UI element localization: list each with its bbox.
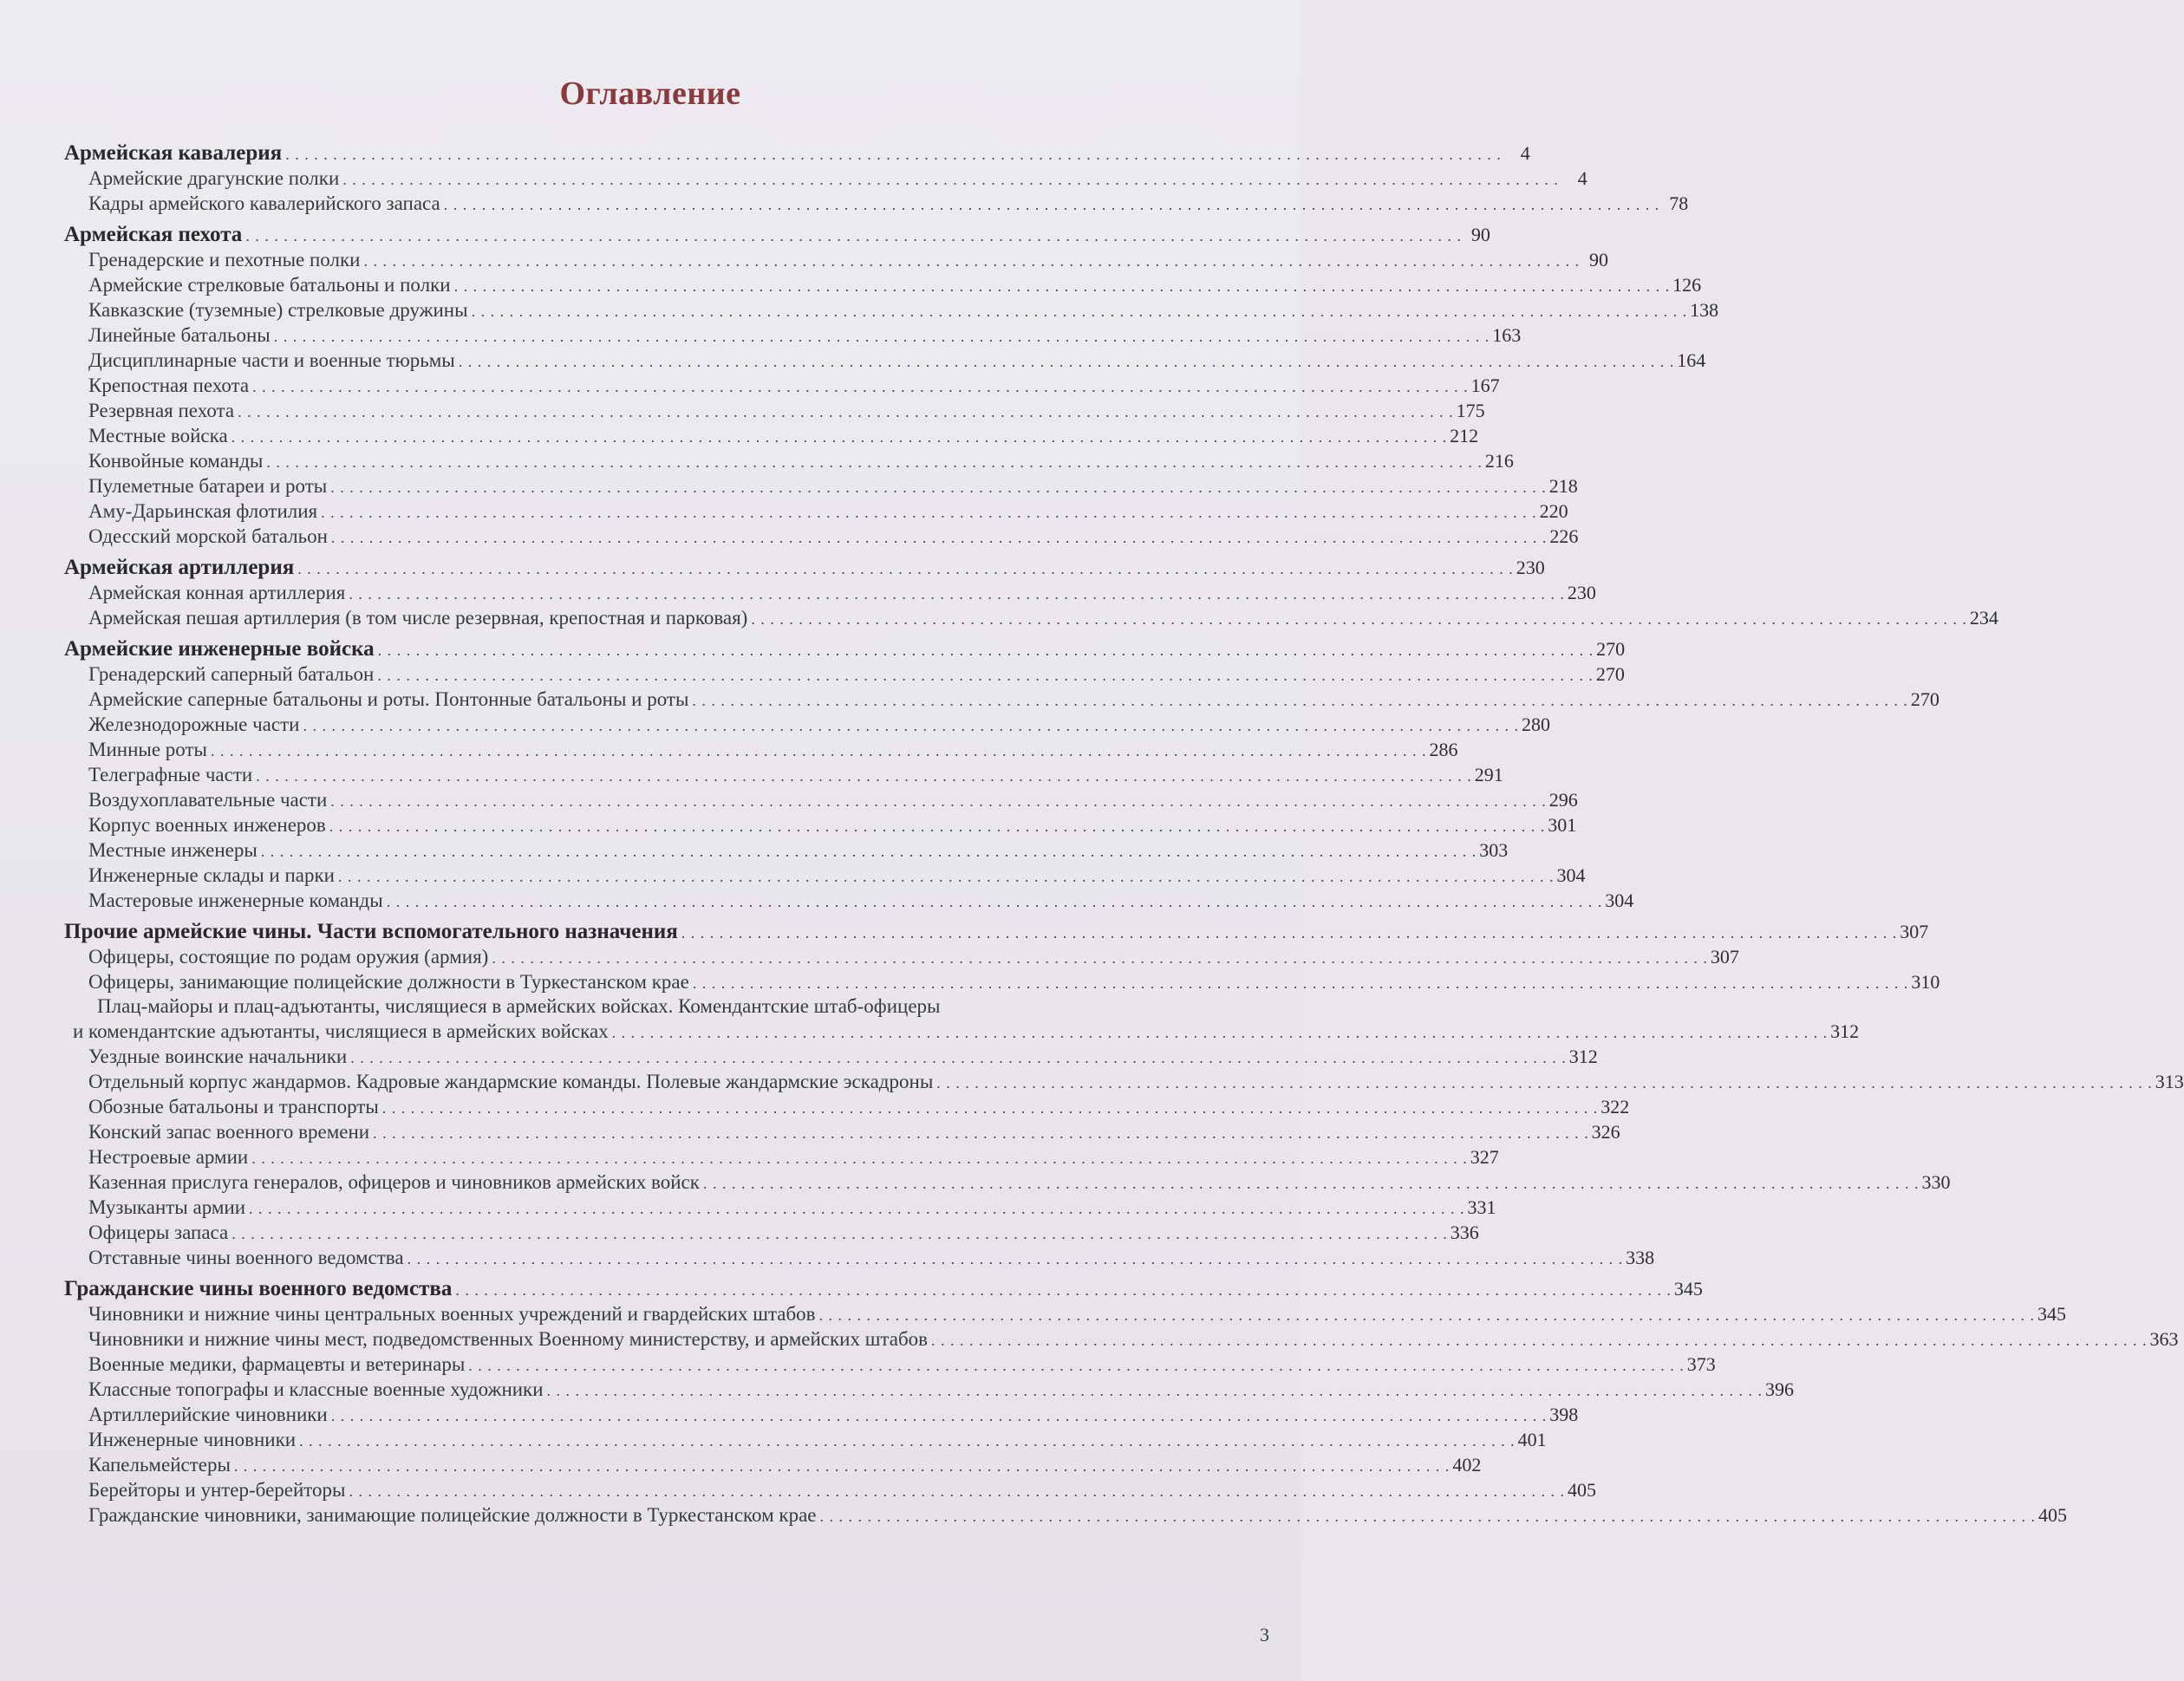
toc-heading-page: 4 — [1520, 142, 1530, 164]
toc-entry-label: Корпус военных инженеров — [88, 814, 326, 836]
toc-entry-label: Отставные чины военного ведомства — [88, 1247, 404, 1268]
toc-entry-page: 126 — [1672, 274, 1702, 296]
toc-entry-page: 218 — [1548, 475, 1578, 497]
toc-entry-page: 373 — [1686, 1353, 1716, 1375]
toc-section — [64, 1276, 2179, 1528]
leader-dots — [251, 1146, 1467, 1171]
toc-entry-label: Классные топографы и классные военные художники — [88, 1378, 544, 1400]
toc-entry-page: 398 — [1549, 1404, 1579, 1425]
toc-heading-page: 307 — [1900, 921, 1929, 942]
toc-entry-label: Местные войска — [88, 425, 228, 446]
leader-dots — [819, 1303, 2035, 1328]
toc-entry-page: 270 — [1910, 688, 1940, 710]
toc-entry-page: 322 — [1601, 1096, 1630, 1117]
toc-entry-label: Казенная прислуга генералов, офицеров и чиновников армейских войск — [88, 1171, 700, 1193]
leader-dots — [245, 224, 1461, 249]
toc-entry-page: 396 — [1765, 1378, 1795, 1400]
toc-entry — [64, 1094, 1630, 1119]
toc-heading-label: Армейская артиллерия — [64, 556, 295, 579]
toc-entry-page: 338 — [1626, 1247, 1655, 1268]
toc-entry-page: 313 — [2155, 1071, 2184, 1092]
leader-dots — [285, 142, 1501, 167]
toc-entry — [64, 1502, 2067, 1528]
toc-entry-page: 220 — [1539, 500, 1568, 522]
leader-dots — [612, 1020, 1828, 1046]
toc-entry-label: Армейские саперные батальоны и роты. Понтонные батальоны и роты — [88, 688, 689, 710]
toc-entry — [64, 888, 1634, 913]
toc-entry-page: 307 — [1710, 946, 1739, 968]
toc-entry-page: 301 — [1548, 814, 1577, 836]
toc-entry-label: Мастеровые инженерные команды — [88, 889, 383, 911]
toc-entry — [64, 863, 1586, 888]
toc-entry — [64, 1452, 1482, 1477]
toc-entry-label: Кавказские (туземные) стрелковые дружины — [88, 299, 468, 321]
toc-entry — [64, 448, 1514, 473]
toc-section-heading — [64, 222, 1490, 247]
toc-entry — [64, 272, 1702, 297]
leader-dots — [231, 425, 1447, 450]
toc-entry-label: Аму-Дарьинская флотилия — [88, 500, 318, 522]
toc-heading-label: Армейские инженерные войска — [64, 637, 375, 661]
toc-entry-page: 402 — [1452, 1454, 1482, 1476]
toc-entry-label: Инженерные чиновники — [88, 1429, 297, 1450]
toc-entry-page: 363 — [2149, 1328, 2179, 1350]
leader-dots — [377, 663, 1593, 688]
leader-dots — [297, 557, 1513, 582]
toc-entry-page: 163 — [1492, 324, 1522, 346]
toc-entry-label: Гренадерский саперный батальон — [88, 663, 375, 685]
toc-entry-page: 401 — [1517, 1429, 1547, 1450]
leader-dots — [373, 1121, 1588, 1146]
leader-dots — [338, 864, 1554, 889]
toc-section-heading — [64, 919, 1929, 944]
toc-entry-page: 270 — [1595, 663, 1625, 685]
toc-entry — [64, 498, 1568, 524]
toc-entry-label: Одесский морской батальон — [88, 525, 328, 547]
toc-heading-label: Прочие армейские чины. Части вспомогательного назначения — [64, 920, 678, 943]
toc-heading-page: 270 — [1596, 638, 1626, 660]
page-number: 3 — [1260, 1624, 1269, 1645]
toc-entry-label: Чиновники и нижние чины центральных военных учреждений и гвардейских штабов — [88, 1303, 816, 1325]
toc-entry — [64, 712, 1550, 737]
table-of-contents — [64, 140, 2184, 1534]
toc-entry-page: 303 — [1479, 839, 1509, 861]
toc-entry — [64, 247, 1608, 272]
leader-dots — [231, 1222, 1447, 1247]
toc-section — [64, 222, 1719, 549]
toc-entry — [64, 837, 1509, 863]
toc-entry-page: 230 — [1567, 582, 1596, 603]
toc-entry-page: 167 — [1470, 375, 1500, 396]
toc-heading-page: 90 — [1470, 224, 1490, 245]
toc-entry — [64, 1195, 1496, 1220]
leader-dots — [330, 475, 1546, 500]
leader-dots — [266, 450, 1482, 475]
toc-entry — [64, 661, 1625, 687]
toc-entry-label: Конский запас военного времени — [88, 1121, 370, 1143]
toc-entry-label: Пулеметные батареи и роты — [88, 475, 328, 497]
toc-entry — [64, 1301, 2067, 1326]
toc-entry-label: Крепостная пехота — [88, 375, 250, 396]
toc-entry-page: 286 — [1429, 739, 1458, 760]
toc-entry-page: 327 — [1470, 1146, 1499, 1168]
leader-dots — [363, 249, 1579, 274]
toc-entry-label: Уездные воинские начальники — [88, 1046, 348, 1067]
toc-entry-page: 312 — [1830, 1020, 1860, 1042]
leader-dots — [382, 1096, 1598, 1121]
toc-entry-page: 304 — [1556, 864, 1586, 886]
toc-entry-label: Берейторы и унтер-берейторы — [88, 1479, 346, 1501]
toc-section-heading — [64, 555, 1545, 580]
toc-entry-page: 345 — [2037, 1303, 2067, 1325]
toc-entry — [64, 605, 1998, 630]
leader-dots — [378, 638, 1594, 663]
toc-entry-label: Офицеры, состоящие по родам оружия (армия) — [88, 946, 489, 968]
toc-entry-page: 326 — [1591, 1121, 1620, 1143]
toc-entry-label: Военные медики, фармацевты и ветеринары — [88, 1353, 466, 1375]
toc-entry-label: Гражданские чиновники, занимающие полицейские должности в Туркестанском крае — [88, 1504, 817, 1526]
leader-dots — [342, 167, 1558, 192]
toc-entry-page: 336 — [1450, 1222, 1479, 1243]
toc-entry-label: Офицеры, занимающие полицейские должности в Туркестанском крае — [88, 971, 689, 993]
leader-dots — [454, 274, 1670, 299]
leader-dots — [256, 764, 1471, 789]
toc-entry-label: Гренадерские и пехотные полки — [88, 249, 361, 270]
leader-dots — [387, 889, 1602, 915]
toc-section — [64, 919, 2184, 1270]
toc-entry-page: 90 — [1588, 249, 1608, 270]
leader-dots — [261, 839, 1477, 864]
toc-entry-label: Инженерные склады и парки — [88, 864, 335, 886]
toc-entry-label: Музыканты армии — [88, 1196, 246, 1218]
toc-entry-label: Железнодорожные части — [88, 713, 300, 735]
toc-entry-page: 4 — [1577, 167, 1587, 189]
toc-entry — [64, 1069, 2184, 1094]
leader-dots — [274, 324, 1490, 349]
leader-dots — [936, 1071, 2152, 1096]
toc-entry — [64, 1477, 1596, 1502]
toc-entry-label: Конвойные команды — [88, 450, 264, 472]
leader-dots — [444, 192, 1659, 218]
toc-entry-page: 234 — [1969, 607, 1998, 629]
toc-entry — [64, 191, 1689, 216]
toc-entry — [64, 297, 1719, 323]
toc-entry — [64, 1044, 1598, 1069]
toc-entry — [64, 687, 1940, 712]
toc-entry-label: Отдельный корпус жандармов. Кадровые жандармские команды. Полевые жандармские эскадроны — [88, 1071, 934, 1092]
toc-entry-page: 175 — [1456, 400, 1485, 421]
toc-entry-label: Нестроевые армии — [88, 1146, 249, 1168]
toc-entry-page: 226 — [1549, 525, 1579, 547]
toc-section-heading — [64, 1276, 1703, 1301]
leader-dots — [547, 1378, 1763, 1404]
toc-entry-page: 291 — [1474, 764, 1503, 785]
leader-dots — [349, 582, 1564, 607]
toc-entry-page: 330 — [1921, 1171, 1951, 1193]
leader-dots — [299, 1429, 1515, 1454]
leader-dots — [692, 688, 1907, 713]
leader-dots — [931, 1328, 2147, 1353]
toc-heading-label: Гражданские чины военного ведомства — [64, 1277, 453, 1300]
toc-entry — [64, 1352, 1716, 1377]
toc-entry-label: Дисциплинарные части и военные тюрьмы — [88, 349, 455, 371]
toc-entry — [64, 969, 1940, 994]
toc-entry-label-line1: Плац-майоры и плац-адъютанты, числящиеся в армейских войсках. Комендантские штаб-офицеры — [97, 995, 941, 1017]
toc-entry-label: Армейская конная артиллерия — [88, 582, 346, 603]
leader-dots — [252, 375, 1468, 400]
leader-dots — [455, 1278, 1671, 1303]
leader-dots — [211, 739, 1426, 764]
toc-entry-page: 304 — [1605, 889, 1634, 911]
toc-section-heading — [64, 140, 1530, 166]
leader-dots — [407, 1247, 1623, 1272]
toc-entry-page: 280 — [1521, 713, 1550, 735]
toc-section — [64, 140, 1689, 216]
leader-dots — [249, 1196, 1464, 1222]
toc-heading-label: Армейская кавалерия — [64, 141, 283, 165]
toc-entry-page: 78 — [1669, 192, 1689, 214]
toc-entry-page: 296 — [1548, 789, 1578, 811]
toc-heading-page: 230 — [1516, 557, 1545, 578]
leader-dots — [681, 921, 1897, 946]
toc-entry-label: Воздухоплавательные части — [88, 789, 328, 811]
toc-section — [64, 555, 1998, 630]
toc-entry-label: Линейные батальоны — [88, 324, 271, 346]
leader-dots — [693, 971, 1908, 996]
leader-dots — [238, 400, 1453, 425]
toc-heading-page: 345 — [1673, 1278, 1703, 1300]
toc-entry — [64, 398, 1485, 423]
toc-entry-label: Армейские стрелковые батальоны и полки — [88, 274, 451, 296]
toc-entry — [64, 1326, 2179, 1352]
toc-entry — [64, 348, 1706, 373]
toc-entry-page: 312 — [1568, 1046, 1598, 1067]
toc-entry — [64, 580, 1596, 605]
leader-dots — [330, 789, 1546, 814]
toc-entry-label: Армейские драгунские полки — [88, 167, 340, 189]
toc-entry — [64, 737, 1458, 762]
toc-entry — [64, 166, 1587, 191]
toc-section-heading — [64, 636, 1626, 661]
toc-entry-label: Чиновники и нижние чины мест, подведомственных Военному министерству, и армейских штабов — [88, 1328, 929, 1350]
toc-entry-label: Капельмейстеры — [88, 1454, 231, 1476]
leader-dots — [349, 1479, 1565, 1504]
leader-dots — [321, 500, 1536, 525]
toc-entry — [64, 1402, 1579, 1427]
toc-entry — [64, 423, 1479, 448]
toc-entry — [64, 1144, 1499, 1170]
toc-entry-page: 138 — [1690, 299, 1719, 321]
leader-dots — [303, 713, 1518, 739]
toc-entry — [64, 373, 1500, 398]
toc-entry-label: Офицеры запаса — [88, 1222, 229, 1243]
toc-entry-label-line2: и комендантские адъютанты, числящиеся в армейских войсках — [73, 1020, 609, 1042]
toc-entry-label: Армейская пешая артиллерия (в том числе резервная, крепостная и парковая) — [88, 607, 748, 629]
leader-dots — [703, 1171, 1919, 1196]
toc-entry-label: Минные роты — [88, 739, 207, 760]
toc-entry — [64, 762, 1503, 787]
leader-dots — [820, 1504, 2036, 1529]
toc-entry-label: Артиллерийские чиновники — [88, 1404, 328, 1425]
toc-entry — [64, 1220, 1479, 1245]
toc-entry — [64, 1019, 1860, 1044]
toc-entry-page: 212 — [1450, 425, 1479, 446]
leader-dots — [331, 525, 1547, 551]
toc-entry — [64, 1427, 1547, 1452]
toc-entry — [64, 812, 1577, 837]
leader-dots — [329, 814, 1545, 839]
toc-entry — [64, 1170, 1951, 1195]
toc-heading-label: Армейская пехота — [64, 223, 243, 246]
toc-entry-label: Резервная пехота — [88, 400, 235, 421]
leader-dots — [331, 1404, 1547, 1429]
toc-entry — [64, 323, 1522, 348]
toc-entry-label: Обозные батальоны и транспорты — [88, 1096, 379, 1117]
page-title: Оглавление — [559, 75, 741, 112]
toc-entry-page: 310 — [1911, 971, 1940, 993]
leader-dots — [751, 607, 1966, 632]
leader-dots — [468, 1353, 1684, 1378]
toc-entry-page: 405 — [2038, 1504, 2067, 1526]
toc-section — [64, 636, 1940, 913]
toc-entry — [64, 944, 1739, 969]
toc-entry — [64, 787, 1578, 812]
toc-entry-page: 216 — [1484, 450, 1514, 472]
leader-dots — [350, 1046, 1566, 1071]
leader-dots — [492, 946, 1707, 971]
toc-entry-page: 405 — [1568, 1479, 1596, 1501]
leader-dots — [459, 349, 1674, 375]
toc-entry — [64, 1245, 1655, 1270]
toc-entry-page: 331 — [1467, 1196, 1496, 1218]
leader-dots — [472, 299, 1687, 324]
toc-entry — [64, 524, 1579, 549]
toc-entry-page: 164 — [1677, 349, 1706, 371]
toc-entry — [64, 473, 1578, 498]
toc-entry-label: Местные инженеры — [88, 839, 258, 861]
toc-entry — [64, 1377, 1795, 1402]
toc-entry-label: Кадры армейского кавалерийского запаса — [88, 192, 440, 214]
leader-dots — [234, 1454, 1450, 1479]
toc-entry — [64, 1119, 1620, 1144]
toc-entry-label: Телеграфные части — [88, 764, 253, 785]
